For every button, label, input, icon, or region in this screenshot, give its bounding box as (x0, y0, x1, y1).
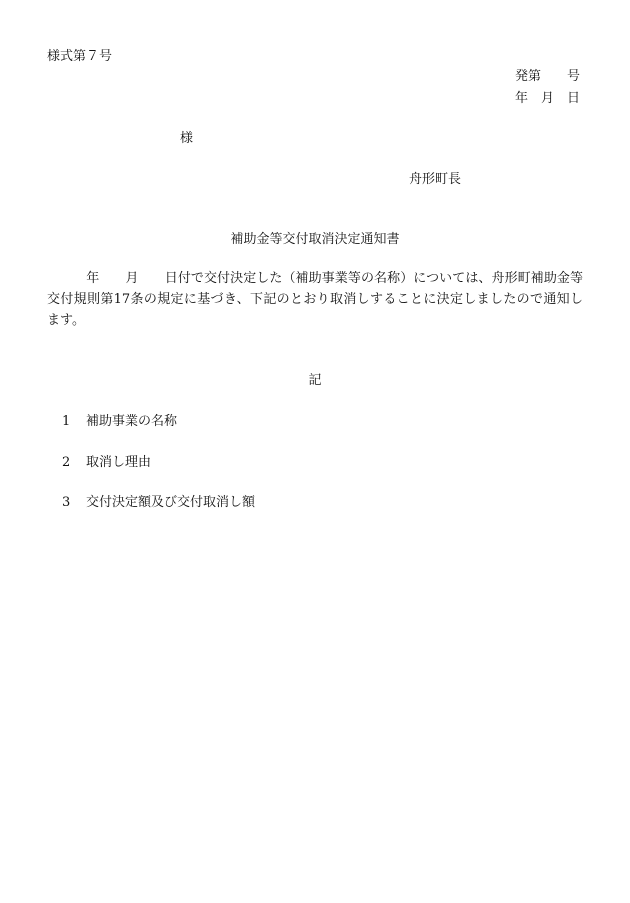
list-item-label: 補助事業の名称 (86, 414, 178, 429)
issue-number: 発第 号 (514, 69, 580, 84)
issuer-name: 舟形町長 (409, 172, 462, 187)
issue-date: 年 月 日 (514, 91, 580, 106)
ki-heading: 記 (308, 373, 322, 388)
list-item-number: 1 (62, 414, 71, 429)
form-number: 様式第７号 (47, 49, 113, 64)
list-item-label: 交付決定額及び交付取消し額 (86, 495, 256, 510)
body-paragraph: 年 月 日付で交付決定した（補助事業等の名称）については、舟形町補助金等交付規則第17条の規定に基づき、下記のとおり取消しすることに決定しましたので通知します。 (47, 271, 583, 328)
list-item (62, 456, 151, 469)
list-item (62, 496, 255, 509)
recipient-line: 様 (180, 131, 194, 146)
list-item-label: 取消し理由 (86, 455, 152, 470)
list-item-number: 2 (62, 455, 71, 470)
list-item (62, 415, 177, 428)
document-title: 補助金等交付取消決定通知書 (230, 232, 400, 247)
list-item-number: 3 (62, 495, 71, 510)
